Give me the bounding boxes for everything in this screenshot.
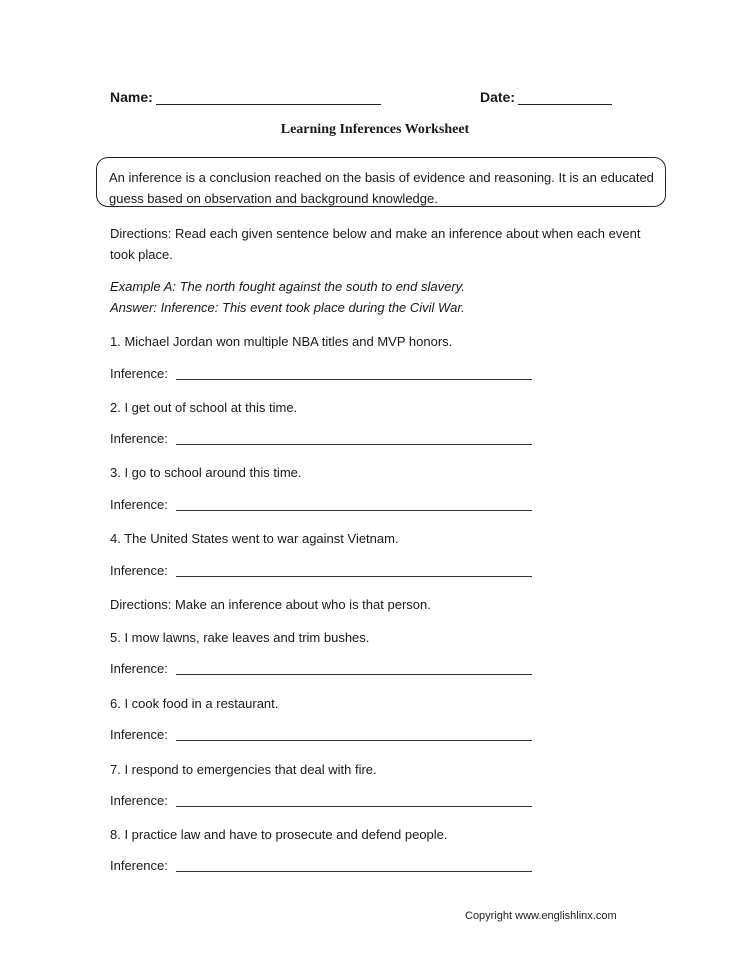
- directions-when: Directions: Read each given sentence below and make an inference about when each event took place.: [110, 226, 641, 262]
- inference-label: Inference:: [110, 431, 168, 446]
- question-1: 1. Michael Jordan won multiple NBA titles and MVP honors.: [110, 334, 453, 349]
- inference-label: Inference:: [110, 661, 168, 676]
- inference-answer-line-8[interactable]: [176, 871, 532, 872]
- inference-answer-line-7[interactable]: [176, 806, 532, 807]
- date-field[interactable]: [518, 104, 612, 105]
- question-2: 2. I get out of school at this time.: [110, 400, 298, 415]
- question-4: 4. The United States went to war against Vietnam.: [110, 531, 399, 546]
- page-title: Learning Inferences Worksheet: [280, 122, 470, 137]
- inference-label: Inference:: [110, 727, 168, 742]
- inference-row-2: [110, 431, 540, 451]
- date-label: Date:: [480, 89, 516, 105]
- inference-row-1: [110, 366, 540, 386]
- inference-answer-line-1[interactable]: [176, 379, 532, 380]
- inference-row-5: [110, 661, 540, 681]
- example-question: Example A: The north fought against the south to end slavery.: [110, 279, 465, 294]
- question-7: 7. I respond to emergencies that deal with fire.: [110, 762, 377, 777]
- inference-answer-line-6[interactable]: [176, 740, 532, 741]
- name-field[interactable]: [156, 104, 381, 105]
- inference-row-6: [110, 727, 540, 747]
- copyright-text: Copyright www.englishlinx.com: [465, 910, 617, 922]
- directions-who: Directions: Make an inference about who is that person.: [110, 597, 431, 612]
- question-3: 3. I go to school around this time.: [110, 465, 302, 480]
- inference-label: Inference:: [110, 563, 168, 578]
- inference-row-8: [110, 858, 540, 878]
- inference-row-7: [110, 793, 540, 813]
- question-5: 5. I mow lawns, rake leaves and trim bushes.: [110, 630, 370, 645]
- question-6: 6. I cook food in a restaurant.: [110, 696, 279, 711]
- example-answer: Answer: Inference: This event took place during the Civil War.: [110, 300, 465, 315]
- inference-row-3: [110, 497, 540, 517]
- definition-box: [96, 157, 666, 207]
- inference-label: Inference:: [110, 793, 168, 808]
- inference-answer-line-3[interactable]: [176, 510, 532, 511]
- inference-label: Inference:: [110, 366, 168, 381]
- inference-answer-line-5[interactable]: [176, 674, 532, 675]
- question-8: 8. I practice law and have to prosecute and defend people.: [110, 827, 448, 842]
- inference-answer-line-4[interactable]: [176, 576, 532, 577]
- definition-text: An inference is a conclusion reached on the basis of evidence and reasoning. It is an educated guess based on observation and background knowledge.: [109, 170, 654, 206]
- inference-answer-line-2[interactable]: [176, 444, 532, 445]
- inference-label: Inference:: [110, 858, 168, 873]
- name-label: Name:: [110, 89, 153, 105]
- inference-row-4: [110, 563, 540, 583]
- header-row: [110, 89, 630, 113]
- inference-label: Inference:: [110, 497, 168, 512]
